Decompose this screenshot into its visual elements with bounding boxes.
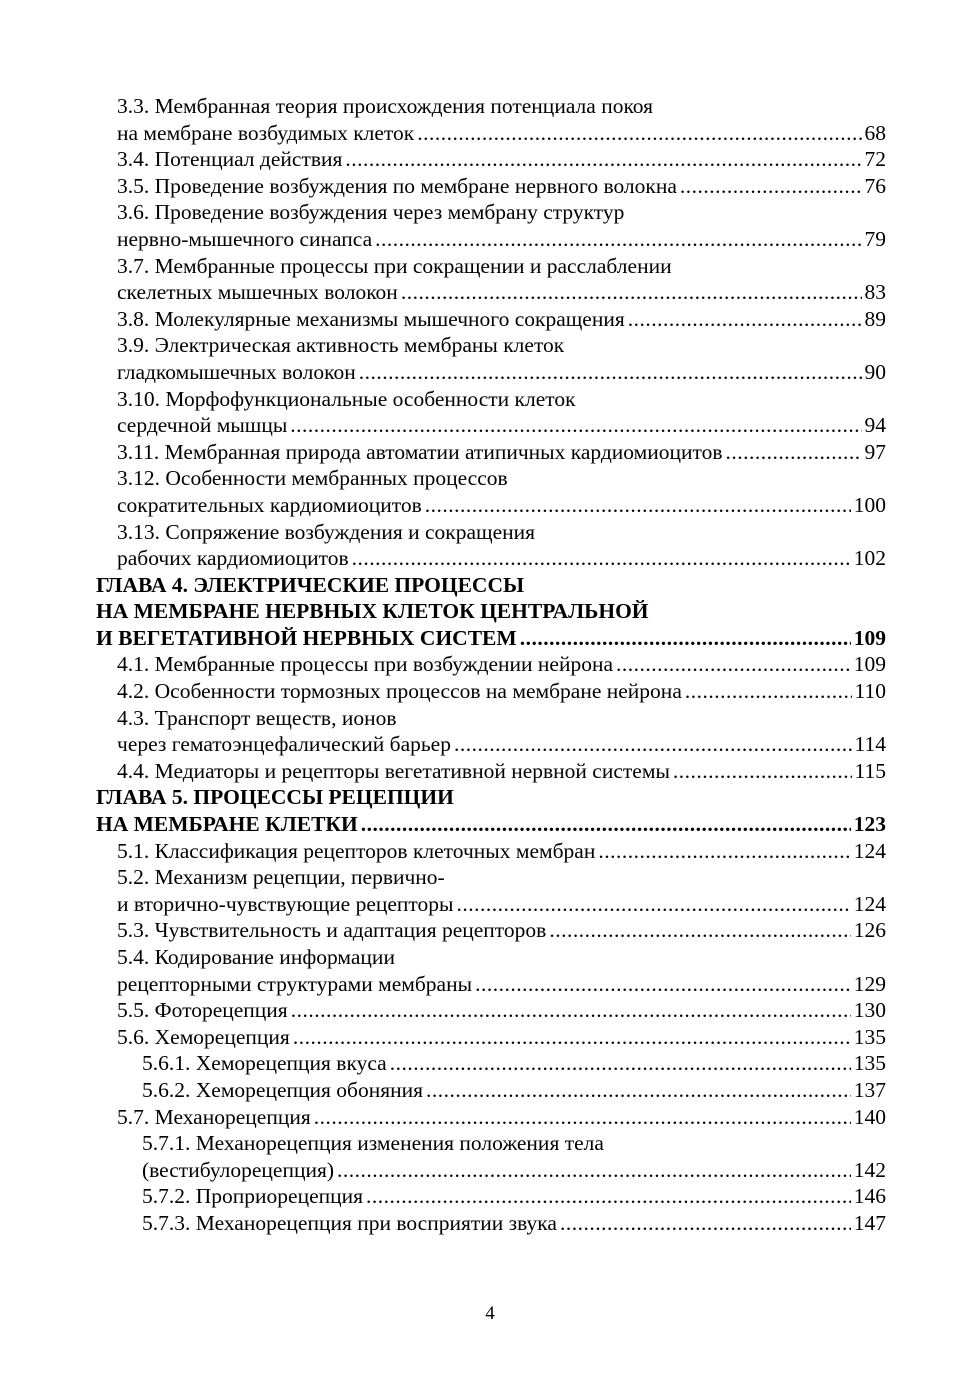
toc-page-number: 146: [853, 1184, 886, 1209]
toc-entry: 3.7. Мембранные процессы при сокращении и расслаблении: [117, 253, 672, 278]
toc-entry: 5.7.3. Механорецепция при восприятии звука ..... 147: [96, 1210, 886, 1237]
toc-entry: 3.5. Проведение возбуждения по мембране нервного волокна ..... 76: [96, 173, 886, 200]
toc-page-number: 102: [853, 546, 886, 571]
toc-entry: 4.1. Мембранные процессы при возбуждении нейрона ..... 109: [96, 651, 886, 678]
toc-entry: (вестибулорецепция) ..... 142: [96, 1157, 886, 1184]
toc-page-number: 94: [864, 413, 886, 438]
toc-entry: 4.3. Транспорт веществ, ионов: [117, 705, 397, 730]
leader-dots: [616, 651, 851, 678]
leader-dots: [673, 758, 852, 785]
toc-entry: 5.6.1. Хеморецепция вкуса ..... 135: [96, 1050, 886, 1077]
toc-page-number: 126: [853, 918, 886, 943]
leader-dots: [454, 731, 852, 758]
toc-entry: 5.6.2. Хеморецепция обоняния ..... 137: [96, 1077, 886, 1104]
table-of-contents: [96, 93, 886, 1237]
toc-entry: нервно-мышечного синапса ..... 79: [96, 226, 886, 253]
toc-page-number: 124: [853, 838, 886, 863]
toc-page-number: 83: [864, 280, 886, 305]
chapter-heading: НА МЕМБРАНЕ НЕРВНЫХ КЛЕТОК ЦЕНТРАЛЬНОЙ: [96, 599, 649, 624]
leader-dots: [337, 1157, 851, 1184]
toc-page-number: 109: [853, 652, 886, 677]
toc-entry: и вторично-чувствующие рецепторы ..... 124: [96, 891, 886, 918]
leader-dots: [390, 1050, 851, 1077]
toc-entry: 4.4. Медиаторы и рецепторы вегетативной нервной системы ..... 115: [96, 758, 886, 785]
toc-page-number: 147: [853, 1210, 886, 1235]
leader-dots: [628, 306, 862, 333]
toc-entry: гладкомышечных волокон ..... 90: [96, 359, 886, 386]
toc-page-number: 137: [853, 1077, 886, 1102]
chapter-heading: НА МЕМБРАНЕ КЛЕТКИ ..... 123: [96, 811, 886, 838]
leader-dots: [417, 120, 861, 147]
toc-entry: на мембране возбудимых клеток ..... 68: [96, 120, 886, 147]
toc-entry: 3.3. Мембранная теория происхождения потенциала покоя: [117, 94, 654, 118]
toc-entry: 5.6. Хеморецепция ..... 135: [96, 1024, 886, 1051]
leader-dots: [598, 838, 850, 865]
toc-page-number: 123: [853, 812, 886, 837]
chapter-heading: ГЛАВА 5. ПРОЦЕССЫ РЕЦЕПЦИИ: [96, 785, 454, 810]
toc-entry: 3.9. Электрическая активность мембраны клеток: [117, 333, 565, 358]
chapter-heading: ГЛАВА 4. ЭЛЕКТРИЧЕСКИЕ ПРОЦЕССЫ: [96, 572, 525, 597]
leader-dots: [475, 971, 851, 998]
toc-entry: 3.8. Молекулярные механизмы мышечного сокращения ..... 89: [96, 306, 886, 333]
toc-page-number: 97: [864, 439, 886, 464]
leader-dots: [560, 1210, 851, 1237]
toc-page-number: 76: [864, 173, 886, 198]
chapter-heading: И ВЕГЕТАТИВНОЙ НЕРВНЫХ СИСТЕМ ..... 109: [96, 625, 886, 652]
leader-dots: [375, 226, 861, 253]
toc-entry: рабочих кардиомиоцитов ..... 102: [96, 545, 886, 572]
toc-entry: 5.7.2. Проприорецепция ..... 146: [96, 1183, 886, 1210]
toc-page-number: 142: [853, 1157, 886, 1182]
leader-dots: [366, 1183, 851, 1210]
toc-entry: 4.2. Особенности тормозных процессов на мембране нейрона ..... 110: [96, 678, 886, 705]
toc-page-number: 115: [854, 758, 886, 783]
toc-page-number: 90: [864, 359, 886, 384]
leader-dots: [293, 1024, 851, 1051]
leader-dots: [352, 545, 851, 572]
leader-dots: [456, 891, 850, 918]
leader-dots: [314, 1104, 851, 1131]
page-number: 4: [485, 1303, 495, 1324]
toc-entry: 5.1. Классификация рецепторов клеточных мембран ..... 124: [96, 838, 886, 865]
leader-dots: [359, 359, 862, 386]
toc-entry: 5.3. Чувствительность и адаптация рецепторов ..... 126: [96, 917, 886, 944]
toc-page-number: 72: [864, 147, 886, 172]
toc-page-number: 140: [853, 1104, 886, 1129]
leader-dots: [290, 412, 861, 439]
toc-entry: 5.7.1. Механорецепция изменения положения тела: [142, 1131, 604, 1156]
toc-page-number: 110: [854, 679, 886, 704]
toc-page-number: 135: [853, 1024, 886, 1049]
toc-entry: 3.4. Потенциал действия ..... 72: [96, 146, 886, 173]
leader-dots: [401, 279, 862, 306]
toc-entry: сократительных кардиомиоцитов ..... 100: [96, 492, 886, 519]
leader-dots: [426, 1077, 851, 1104]
toc-entry: 3.6. Проведение возбуждения через мембрану структур: [117, 200, 625, 225]
toc-entry: 5.5. Фоторецепция ..... 130: [96, 997, 886, 1024]
toc-entry: 3.11. Мембранная природа автоматии атипичных кардиомиоцитов ..... 97: [96, 439, 886, 466]
toc-entry: 3.13. Сопряжение возбуждения и сокращения: [117, 519, 536, 544]
toc-page-number: 130: [853, 998, 886, 1023]
toc-entry: сердечной мышцы ..... 94: [96, 412, 886, 439]
leader-dots: [345, 146, 861, 173]
toc-page-number: 135: [853, 1051, 886, 1076]
toc-page-number: 89: [864, 306, 886, 331]
toc-entry: 5.2. Механизм рецепции, первично-: [117, 865, 445, 890]
toc-page-number: 68: [864, 120, 886, 145]
toc-entry: 3.10. Морфофункциональные особенности клеток: [117, 386, 576, 411]
toc-entry: 3.12. Особенности мембранных процессов: [117, 466, 508, 491]
toc-page-number: 109: [853, 625, 886, 650]
leader-dots: [520, 625, 851, 652]
toc-entry: 5.7. Механорецепция ..... 140: [96, 1104, 886, 1131]
toc-page-number: 79: [864, 226, 886, 251]
leader-dots: [361, 811, 851, 838]
leader-dots: [291, 997, 851, 1024]
leader-dots: [726, 439, 862, 466]
toc-entry: через гематоэнцефалический барьер ..... 114: [96, 731, 886, 758]
toc-entry: 5.4. Кодирование информации: [117, 945, 395, 969]
toc-page-number: 129: [853, 971, 886, 996]
leader-dots: [680, 173, 862, 200]
toc-page-number: 124: [853, 891, 886, 916]
leader-dots: [549, 917, 850, 944]
leader-dots: [425, 492, 851, 519]
toc-entry: рецепторными структурами мембраны ..... 129: [96, 971, 886, 998]
leader-dots: [685, 678, 852, 705]
toc-page-number: 114: [854, 732, 886, 757]
toc-page-number: 100: [853, 492, 886, 517]
toc-entry: скелетных мышечных волокон ..... 83: [96, 279, 886, 306]
